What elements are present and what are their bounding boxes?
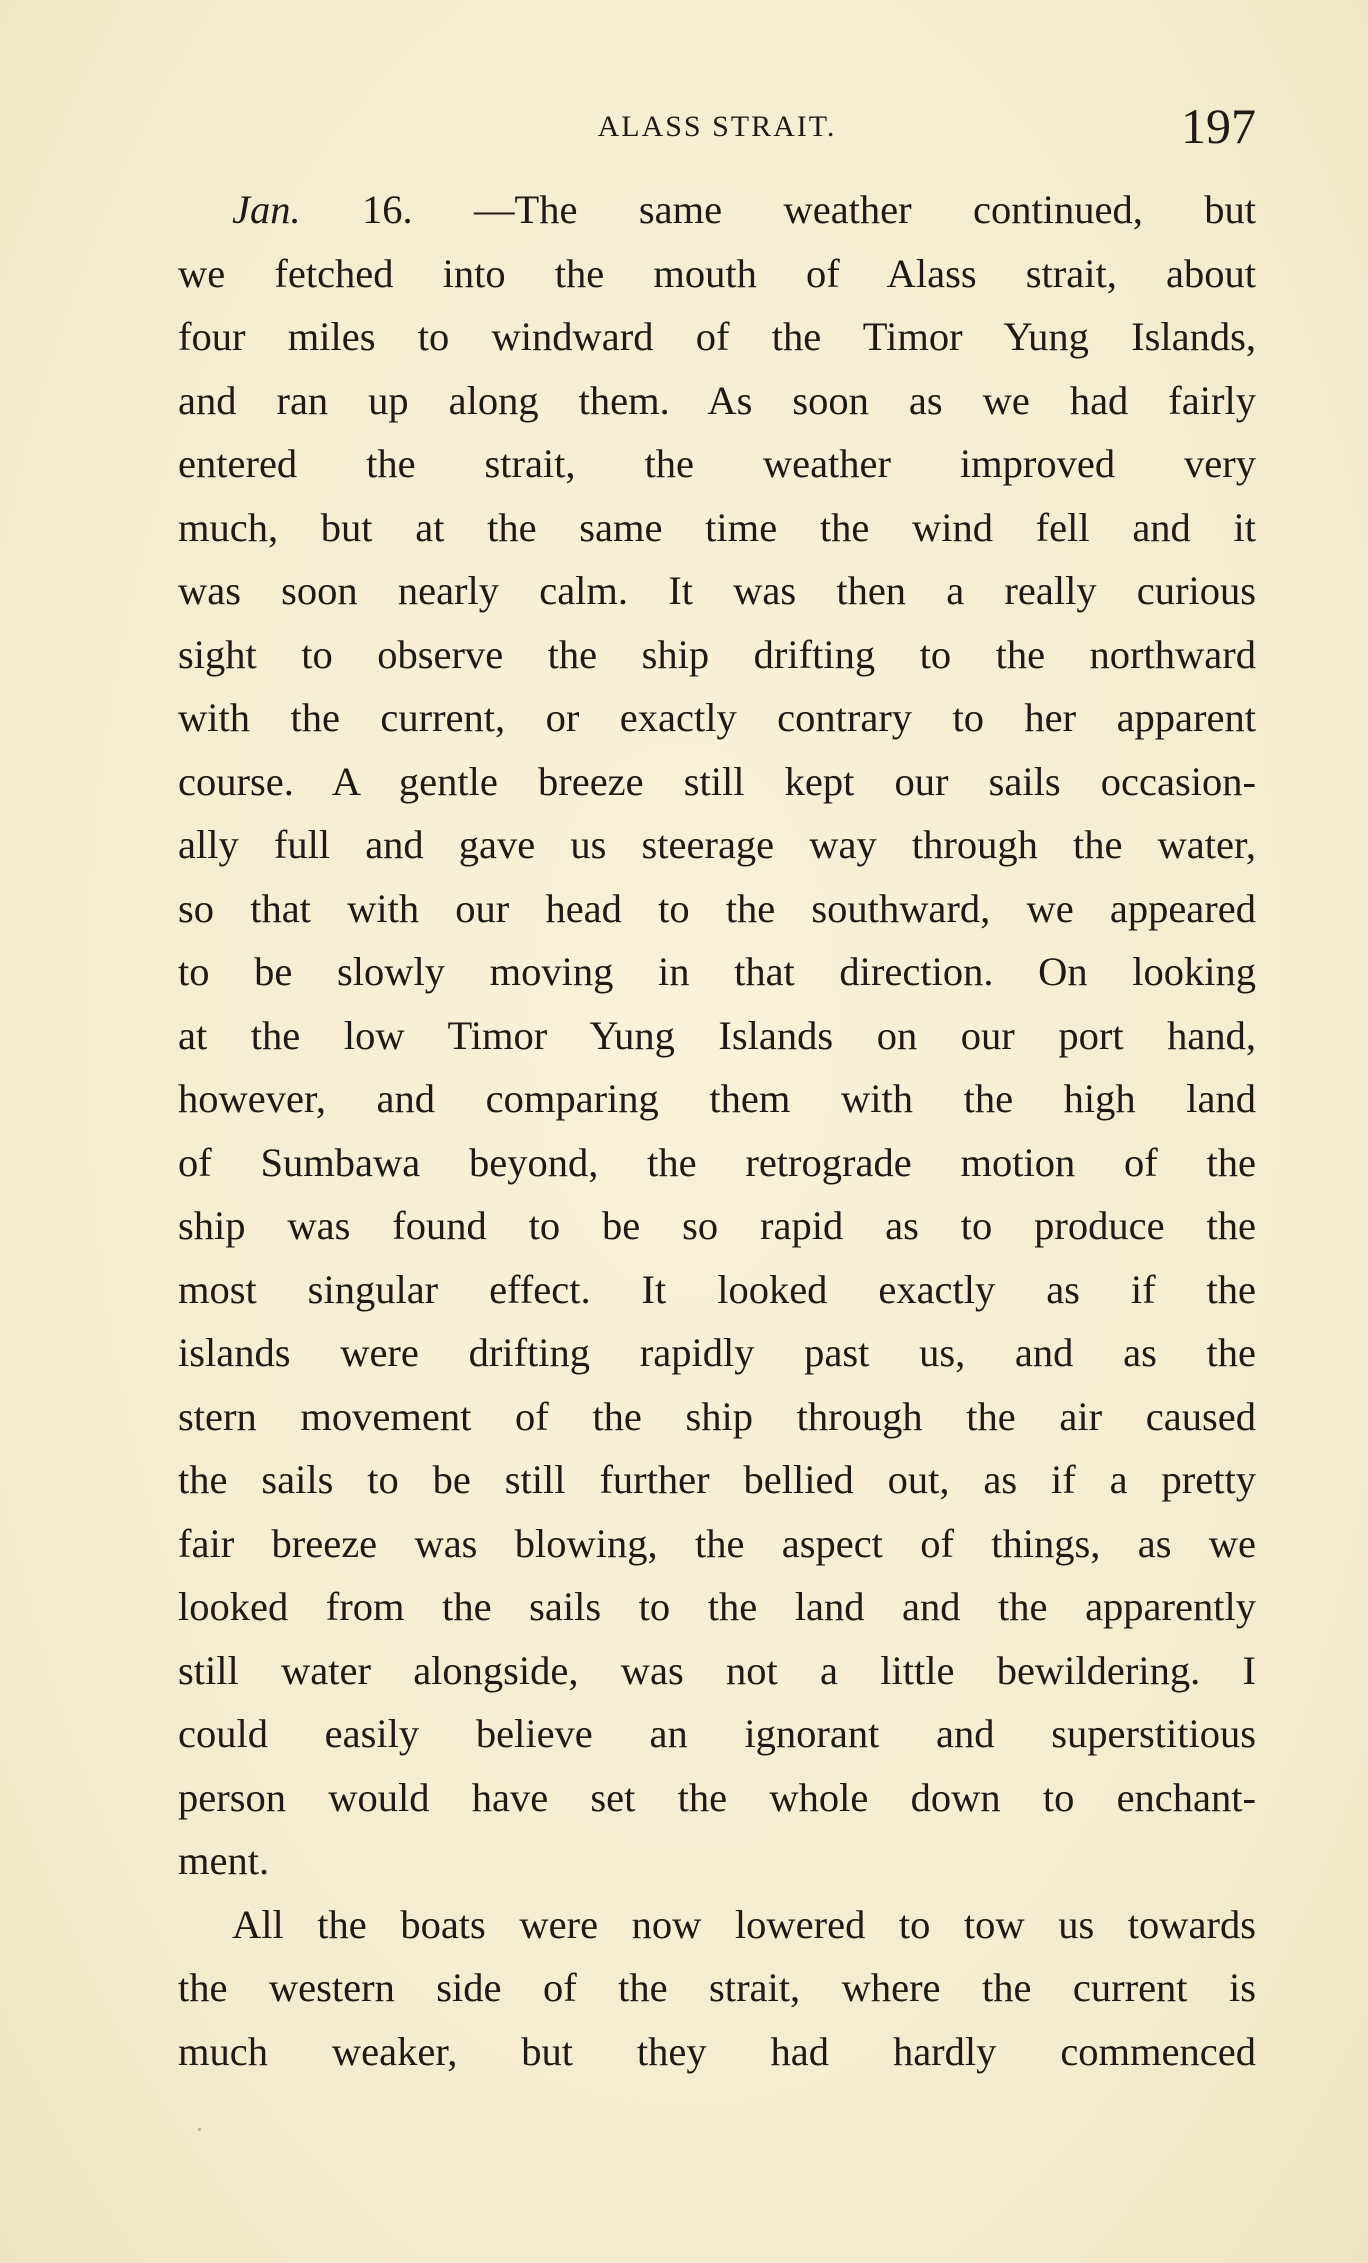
body-text (178, 178, 1256, 2083)
text-line: ally full and gave us steerage way through the water, (178, 822, 1256, 867)
text-line: ship was found to be so rapid as to produce the (178, 1203, 1256, 1248)
text-line: and ran up along them. As soon as we had fairly (178, 377, 1256, 423)
text-line: with the current, or exactly contrary to her apparent (178, 695, 1256, 740)
text-line: much, but at the same time the wind fell and it (178, 504, 1256, 550)
text-line: we fetched into the mouth of Alass strait, about (178, 250, 1256, 296)
text-line: at the low Timor Yung Islands on our port hand, (178, 1012, 1256, 1058)
text-line: looked from the sails to the land and the apparently (178, 1584, 1256, 1629)
text-line: the western side of the strait, where the current is (178, 1965, 1256, 2010)
page-number: 197 (1181, 98, 1256, 154)
running-title: ALASS STRAIT. (597, 110, 837, 143)
text-line: to be slowly moving in that direction. On looking (178, 949, 1256, 994)
text-line: ment. (178, 1838, 270, 1883)
text-line: most singular effect. It looked exactly as if the (178, 1266, 1256, 1312)
text-line: however, and comparing them with the high land (178, 1076, 1256, 1121)
text-line-content: 16. —The same weather continued, but (300, 187, 1256, 232)
paper-speck (198, 2128, 201, 2131)
text-line: stern movement of the ship through the air caused (178, 1393, 1256, 1439)
text-line: All the boats were now lowered to tow us towards (232, 1901, 1256, 1947)
text-line: sight to observe the ship drifting to the northward (178, 631, 1256, 677)
text-line: four miles to windward of the Timor Yung Islands, (178, 314, 1256, 359)
text-line: islands were drifting rapidly past us, and as the (178, 1330, 1256, 1375)
text-line: of Sumbawa beyond, the retrograde motion of the (178, 1139, 1256, 1185)
text-line: so that with our head to the southward, we appeared (178, 885, 1256, 931)
page-header (178, 96, 1256, 156)
text-line: much weaker, but they had hardly commenced (178, 2028, 1256, 2074)
text-line: the sails to be still further bellied out, as if a pretty (178, 1457, 1256, 1502)
text-line (178, 178, 1256, 242)
text-line: course. A gentle breeze still kept our sails occasion- (178, 758, 1256, 804)
text-line: person would have set the whole down to enchant- (178, 1774, 1256, 1820)
text-line: entered the strait, the weather improved very (178, 441, 1256, 486)
text-line: fair breeze was blowing, the aspect of things, as we (178, 1520, 1256, 1566)
date-label: Jan. (232, 187, 301, 232)
text-line: could easily believe an ignorant and superstitious (178, 1711, 1256, 1756)
text-line: still water alongside, was not a little bewildering. I (178, 1647, 1256, 1693)
text-line: was soon nearly calm. It was then a really curious (178, 568, 1256, 613)
